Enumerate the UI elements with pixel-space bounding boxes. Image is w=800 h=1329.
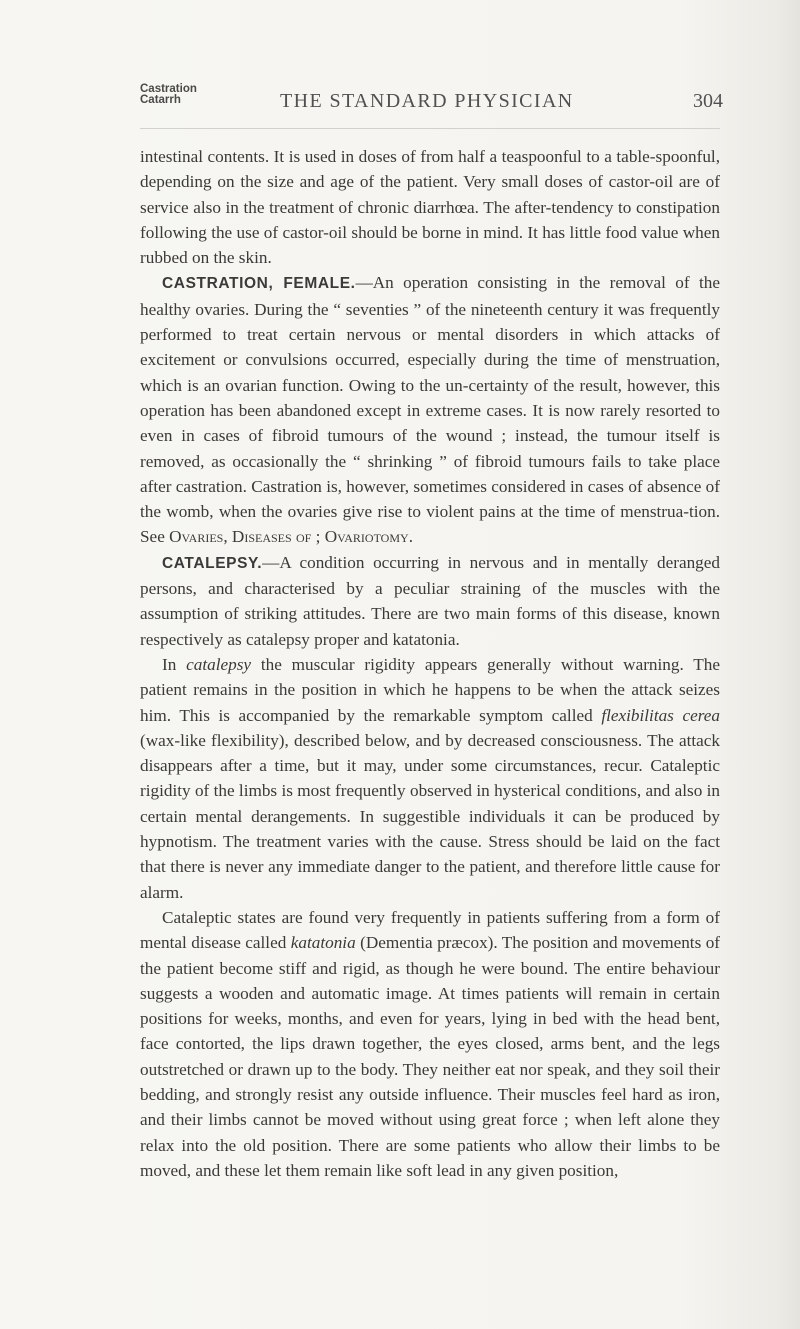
- paragraph-text: intestinal contents. It is used in doses of from half a teaspoonful to a table-spoonful, depending on the size and age of the patient. Very small doses of castor-oil are of service also in the treatment of chronic diarrhœa. The after-tendency to constipation following the use of castor-oil should be borne in mind. It has little food value when rubbed on the skin.: [140, 147, 720, 268]
- term-katatonia: katatonia: [290, 933, 356, 953]
- entry-text: —A condition occurring in nervous and in mentally deranged persons, and characterised by a peculiar straining of the muscles with the assumption of striking attitudes. There are two main forms of this disease, known respectively as catalepsy proper and katatonia.: [140, 552, 720, 649]
- guide-word-last: Catarrh: [140, 94, 181, 106]
- entry-text: —An operation consisting in the removal of the healthy ovaries. During the “ seventies ” of the nineteenth century it was frequently performed to treat certain nervous or mental disorders in which attacks of excitement or convulsions occurred, especially during the time of menstruation, which is an ovarian function. Owing to the un-certainty of the result, however, this operation has been abandoned except in extreme cases. It is now rarely resorted to even in cases of fibroid tumours of the wound ; instead, the tumour itself is removed, as occasionally the “ shrinking ” of fibroid tumours fails to take place after castration. Castration is, however, sometimes considered in cases of absence of the womb, when the ovaries give rise to violent pains at the time of menstrua-tion. See: [140, 273, 720, 547]
- paragraph-text: (wax-like flexibility), described below, and by decreased consciousness. The attack disappears after a time, but it may, under some circumstances, recur. Cataleptic rigidity of the limbs is most frequently observed in hysterical conditions, and also in certain mental derangements. In suggestible individuals it can be produced by hypnotism. The treatment varies with the cause. Stress should be laid on the fact that there is never any immediate danger to the patient, and therefore little cause for alarm.: [140, 730, 720, 902]
- paragraph-text: In: [162, 654, 187, 674]
- entry-heading: CASTRATION, FEMALE.: [162, 275, 356, 293]
- page-body: [140, 144, 720, 1183]
- guide-words: [140, 84, 197, 106]
- paragraph-text: the muscular rigidity appears generally without warning. The patient remains in the position in which he happens to be when the attack seizes him. This is accompanied by the remarkable symptom called: [140, 654, 720, 725]
- paragraph-text: (Dementia præcox). The position and movements of the patient become stiff and rigid, as though he were bound. The entire behaviour suggests a wooden and automatic image. At times patients will remain in certain positions for weeks, months, and even for years, lying in bed with the head bent, face contorted, the lips drawn together, the eyes closed, arms bent, and the legs outstretched or drawn up to the body. They neither eat nor speak, and they soil their bedding, and strongly resist any outside influence. Their muscles feel hard as iron, and their limbs cannot be moved without using great force ; when left alone they relax into the old position. There are some patients who allow their limbs to be moved, and these let them remain like soft lead in any given position,: [140, 933, 721, 1180]
- page-number: 304: [693, 90, 723, 112]
- paragraph-catalepsy-proper: [140, 652, 720, 905]
- entry-catalepsy: [140, 550, 720, 652]
- term-catalepsy: catalepsy: [186, 654, 252, 674]
- paragraph-katatonia: [140, 905, 720, 1183]
- entry-end: .: [408, 527, 413, 547]
- running-title: THE STANDARD PHYSICIAN: [280, 90, 574, 112]
- cross-reference-ovariotomy: Ovariotomy: [324, 527, 409, 547]
- header-rule: [140, 128, 720, 129]
- term-flexibilitas-cerea: flexibilitas cerea: [601, 705, 721, 725]
- cross-reference-separator: ;: [311, 527, 325, 547]
- guide-word-first: Castration: [140, 83, 197, 95]
- paragraph-castor-oil-continued: [140, 144, 720, 270]
- cross-reference-ovaries: Ovaries, Diseases of: [169, 527, 312, 547]
- entry-castration-female: [140, 270, 720, 549]
- paragraph-text: Cataleptic states are found very frequently in patients suffering from a form of mental disease called: [140, 907, 720, 953]
- entry-heading: CATALEPSY.: [162, 554, 263, 572]
